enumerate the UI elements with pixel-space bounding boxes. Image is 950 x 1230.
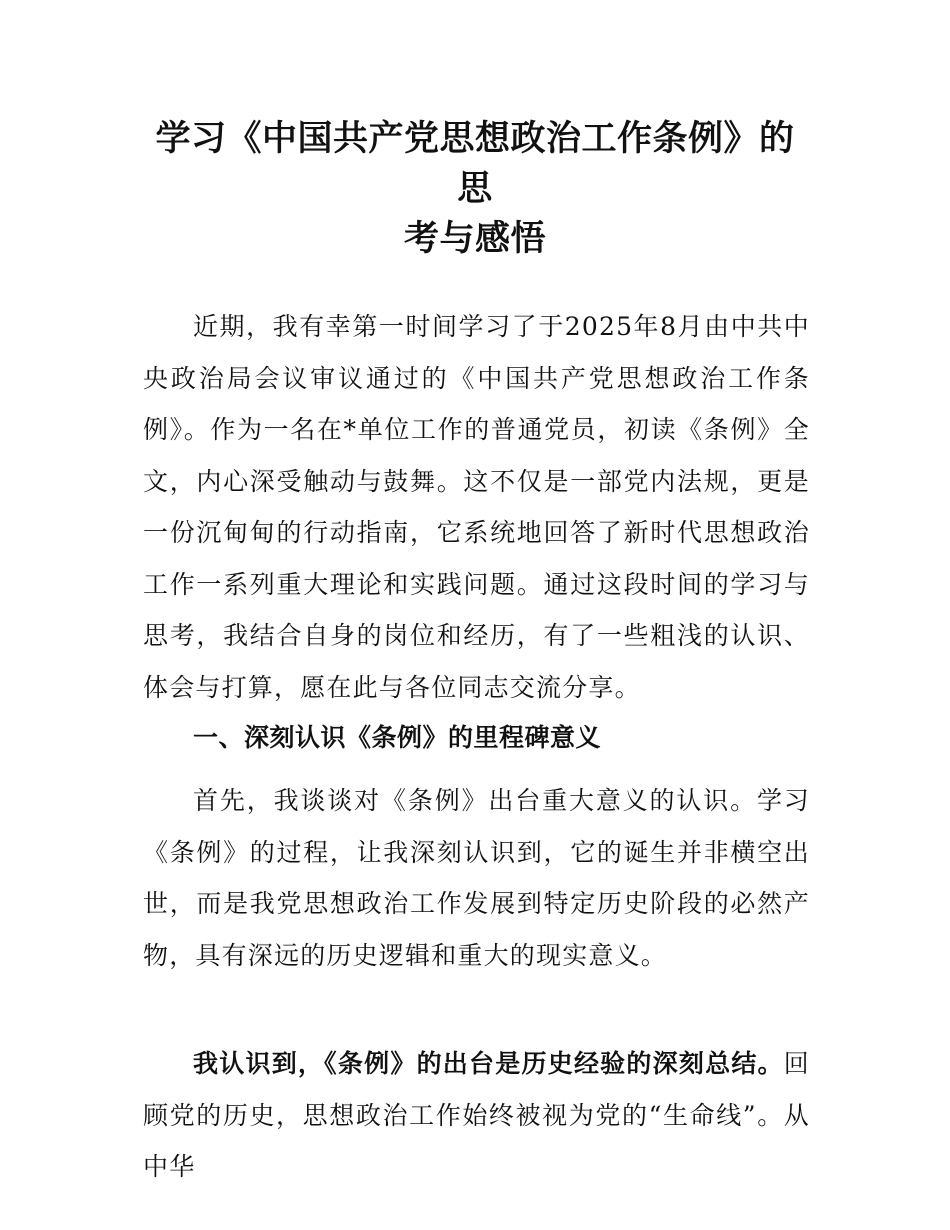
title-line-2: 考与感悟 [403,219,546,259]
body-paragraph-1: 首先，我谈谈对《条例》出台重大意义的认识。学习《条例》的过程，让我深刻认识到，它的诞生并非横空出世，而是我党思想政治工作发展到特定历史阶段的必然产物，具有深远的历史逻辑和重大的现实意义。 [143,786,810,970]
body-paragraph-2 [143,1038,810,1193]
intro-paragraph: 近期，我有幸第一时间学习了于2025年8月由中共中央政治局会议审议通过的《中国共产党思想政治工作条例》。作为一名在*单位工作的普通党员，初读《条例》全文，内心深受触动与鼓舞。这不仅是一部党内法规，更是一份沉甸甸的行动指南，它系统地回答了新时代思想政治工作一系列重大理论和实践问题。通过这段时间的学习与思考，我结合自身的岗位和经历，有了一些粗浅的认识、体会与打算，愿在此与各位同志交流分享。 [143,312,810,702]
title-line-1: 学习《中国共产党思想政治工作条例》的思 [155,119,795,209]
paragraph-body-text: 回顾党的历史，思想政治工作始终被视为党的“生命线”。从中华 [143,1049,810,1181]
section-heading-1: 一、深刻认识《条例》的里程碑意义 [193,723,602,752]
paragraph-lead-sentence: 我认识到，《条例》的出台是历史经验的深刻总结。 [193,1049,784,1078]
document-title [140,114,810,264]
